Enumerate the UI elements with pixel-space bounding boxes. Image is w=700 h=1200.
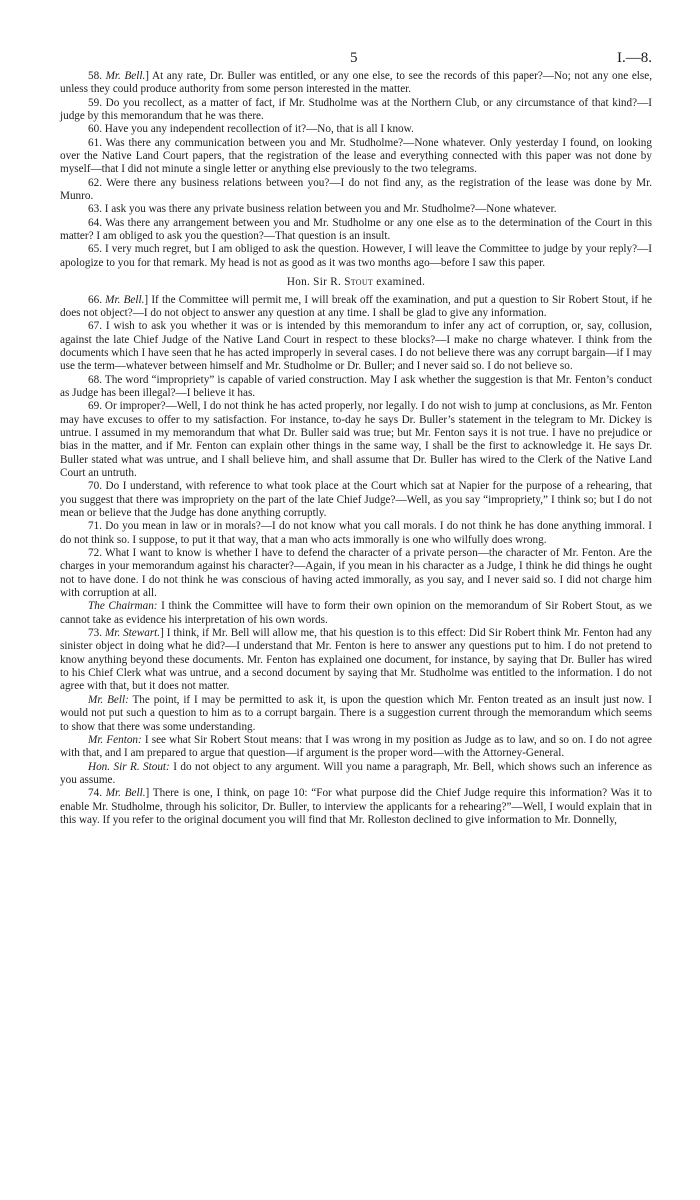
paragraph-text: 63. I ask you was there any private business relation between you and Mr. Studholme?—None whatever. bbox=[88, 203, 557, 216]
paragraph bbox=[60, 374, 652, 401]
small-caps-text: Stout bbox=[344, 276, 374, 289]
paragraph bbox=[60, 137, 652, 177]
paragraph-text: 70. Do I understand, with reference to what took place at the Court which sat at Napier for the purpose of a rehearing, that you suggest that there was impropriety on the part of the late Chief Judge?—Well, as you say “impropriety,” I think so; but I do not mean or believe that the Judge has done anything corruptly. bbox=[60, 480, 652, 519]
paragraph bbox=[60, 123, 652, 136]
paragraph bbox=[60, 480, 652, 520]
paragraph-text: I do not object to any argument. Will you name a paragraph, Mr. Bell, which shows such an inference as you assume. bbox=[60, 760, 652, 786]
paragraph-text: 73. bbox=[88, 627, 105, 640]
paragraph-text: Hon. Sir R. bbox=[286, 276, 345, 289]
speaker-label: Mr. Stewart. bbox=[104, 627, 161, 640]
paragraph bbox=[60, 203, 652, 216]
paragraph-text: 65. I very much regret, but I am obliged to ask the question. However, I will leave the Committee to judge by your reply?—I apologize to you for that remark. My head is not as good as it was two months ago—before I saw this paper. bbox=[60, 243, 652, 269]
speaker-label: Hon. Sir R. Stout: bbox=[88, 760, 170, 773]
paragraph-text: 69. Or improper?—Well, I do not think he has acted properly, nor legally. I do not wish to jump at conclusions, as Mr. Fenton may have excuses to offer to my satisfaction. For instance, to-day he says Dr. Buller’s statement in the telegram to Mr. Dickey is untrue. I assumed in my memorandum that what Dr. Buller said was true; but Mr. Fenton says it is not true. I have no prejudice or bias in the matter, and if Mr. Fenton can explain other things in the same way, I shall be the first to acknowledge it. He says Dr. Buller stated what was untrue, and I shall believe him, and shall assume that Dr. Buller has wired to the Clerk of the Native Land Court an untruth. bbox=[60, 400, 652, 479]
paragraph bbox=[60, 320, 652, 373]
paragraph bbox=[60, 294, 652, 321]
document-body bbox=[60, 70, 652, 827]
paragraph-text: 62. Were there any business relations between you?—I do not find any, as the registration of the lease was done by Mr. Munro. bbox=[60, 176, 652, 203]
paragraph-text: 61. Was there any communication between you and Mr. Studholme?—None whatever. Only yesterday I found, on looking over the Native Land Court papers, that the registration of the lease and everything connected with this paper was not done by myself—that I did not minute a single letter or anything else previously to the two telegrams. bbox=[60, 136, 652, 176]
speaker-label: Mr. Bell: bbox=[88, 693, 129, 706]
section-heading bbox=[60, 276, 652, 289]
paragraph bbox=[60, 243, 652, 270]
paragraph bbox=[60, 694, 652, 734]
paragraph-text: 68. The word “impropriety” is capable of varied construction. May I ask whether the suggestion is that Mr. Fenton’s conduct as Judge has been illegal?—I believe it has. bbox=[60, 373, 652, 399]
paragraph-text: 67. I wish to ask you whether it was or is intended by this memorandum to infer any act of corruption, or, say, collusion, against the late Chief Judge of the Native Land Court in respect to these blocks?—I make no charge whatever. I think from the documents which I have seen that he has acted improperly in several cases. I do not believe there was any corrupt bargain—if I may use the term—whatever between himself and Mr. Studholme or Dr. Buller; and I never said so. I do not believe so. bbox=[60, 320, 652, 373]
paragraph-text: ] If the Committee will permit me, I will break off the examination, and put a question to Sir Robert Stout, if he does not object?—I do not object to answer any question at any time. I shall be glad to give any information. bbox=[60, 293, 653, 319]
page-number: 5 bbox=[350, 50, 358, 66]
paragraph bbox=[60, 734, 652, 761]
paragraph-text: I see what Sir Robert Stout means: that I was wrong in my position as Judge as to law, and so on. I do not agree with that, and I am prepared to argue that question—if argument is the proper word—with the Attorney-General. bbox=[60, 733, 652, 760]
paragraph bbox=[60, 400, 652, 480]
paragraph-text: 71. Do you mean in law or in morals?—I do not know what you call morals. I do not think he has done anything immoral. I do not think so. I suppose, to put it that way, that a man who acts immorally is one who wilfully does wrong. bbox=[60, 520, 652, 546]
paragraph bbox=[60, 761, 652, 788]
page-header bbox=[60, 46, 652, 70]
paragraph-text: 58. bbox=[88, 70, 106, 82]
paragraph bbox=[60, 217, 652, 244]
speaker-label: The Chairman: bbox=[88, 600, 158, 613]
paragraph bbox=[60, 520, 652, 547]
paragraph bbox=[60, 97, 652, 124]
paragraph-text: I think the Committee will have to form their own opinion on the memorandum of Sir Robert Stout, as we cannot take as evidence his interpretation of his own words. bbox=[60, 600, 652, 626]
paragraph-text: ] At any rate, Dr. Buller was entitled, or any one else, to see the records of this paper?—No; not any one else, unless they could produce authority from some person interested in the matter. bbox=[60, 70, 653, 96]
paragraph-text: ] There is one, I think, on page 10: “For what purpose did the Chief Judge require this information? Was it to enable Mr. Studholme, through his solicitor, Dr. Buller, to interview the applicants for a rehearing?”—Well, I would explain that in this way. If you refer to the original document you will find that Mr. Rolleston declined to give information to Mr. Donnelly, bbox=[60, 787, 653, 826]
paragraph-text: The point, if I may be permitted to ask it, is upon the question which Mr. Fenton treated as an insult just now. I would not put such a question to him as to a corrupt bargain. There is a suggestion current through the memorandum which seems to show that there was some understanding. bbox=[60, 693, 652, 733]
paragraph-text: 64. Was there any arrangement between you and Mr. Studholme or any one else as to the determination of the Court in this matter? I am obliged to ask you the question?—That question is an insult. bbox=[60, 216, 652, 243]
speaker-label: Mr. Bell. bbox=[105, 70, 146, 82]
paragraph bbox=[60, 547, 652, 600]
paragraph bbox=[60, 627, 652, 694]
paragraph-text: 66. bbox=[88, 293, 106, 306]
speaker-label: Mr. Bell. bbox=[105, 787, 146, 800]
paragraph-text: examined. bbox=[373, 276, 426, 289]
paragraph-text: 74. bbox=[88, 787, 106, 800]
paragraph-text: 60. Have you any independent recollection of it?—No, that is all I know. bbox=[88, 123, 414, 136]
paragraph bbox=[60, 70, 652, 97]
paragraph-text: 72. What I want to know is whether I have to defend the character of a private person—the character of Mr. Fenton. Are the charges in your memorandum against his character?—Again, if you mean in his character as a Judge, I think he did things he ought not to have done. I do not think he was conscious of having acted immorally, as you say, and I never said so. I did not charge him with corruption at all. bbox=[60, 547, 652, 600]
paragraph-text: 59. Do you recollect, as a matter of fact, if Mr. Studholme was at the Northern Club, or any circumstance of that kind?—I judge by this memorandum that he was there. bbox=[60, 96, 652, 123]
document-reference: I.—8. bbox=[617, 50, 652, 66]
paragraph bbox=[60, 177, 652, 204]
paragraph-text: ] I think, if Mr. Bell will allow me, that his question is to this effect: Did Sir Robert think Mr. Fenton had any sinister object in doing what he did?—I understand that Mr. Fenton is here to answer any questions put to him. I do not pretend to know anything beyond these documents. Mr. Fenton has explained one document, for instance, by saying that Dr. Buller has wired to his Chief Clerk what was untrue, and a second document by saying that Mr. Studholme was entitled to the information. I do not agree with that, but it does not matter. bbox=[60, 627, 653, 693]
speaker-label: Mr. Bell. bbox=[105, 293, 145, 306]
speaker-label: Mr. Fenton: bbox=[88, 733, 142, 746]
paragraph bbox=[60, 600, 652, 627]
paragraph bbox=[60, 787, 652, 827]
